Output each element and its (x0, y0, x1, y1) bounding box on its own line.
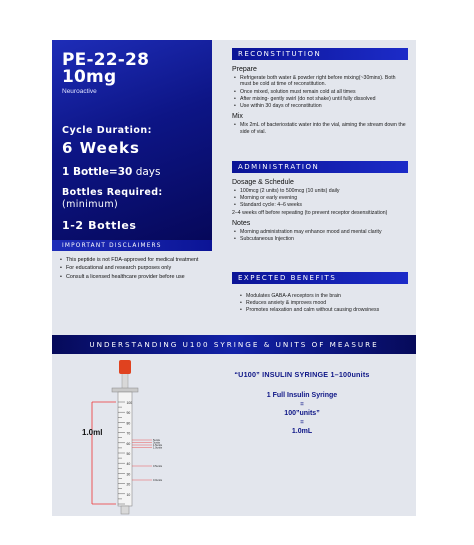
list-item: • This peptide is not FDA-approved for medical treatment (66, 256, 218, 264)
list-item: • Use within 30 days of reconstitution (240, 103, 408, 110)
scale-label: 20 (126, 482, 131, 487)
prepare-list (232, 75, 408, 111)
list-item: • After mixing- gently swirl (do not shake) until fully dissolved (240, 96, 408, 103)
callout-label: 1.0units (153, 446, 163, 450)
bottles-required-note: (minimum) (62, 198, 119, 210)
list-item: • Standard cycle: 4–6 weeks (240, 202, 408, 209)
syringe-flange (112, 388, 138, 392)
callout-label: 0.0units (153, 479, 163, 482)
bottles-range: 1-2 Bottles (62, 218, 137, 232)
scale-label: 10 (126, 492, 131, 497)
cycle-label: Cycle Duration: (62, 125, 152, 136)
unit-callouts (132, 438, 163, 482)
disclaimers-header: IMPORTANT DISCLAIMERS (52, 240, 212, 251)
callout-label: 3units (153, 441, 160, 445)
syringe-info (222, 370, 382, 435)
callout-label: 0.5units (153, 465, 163, 468)
off-cycle-note: 2–4 weeks off before repeating (to prevent receptor desensitization) (232, 210, 388, 217)
bottle-rate (62, 166, 204, 178)
benefits-list (232, 292, 408, 314)
scale-label: 90 (126, 411, 131, 416)
scale-label: 80 (126, 421, 131, 426)
dosage-label: Dosage & Schedule (232, 179, 294, 186)
cycle-value: 6 Weeks (62, 139, 140, 157)
reconstitution-section (232, 63, 408, 135)
equals-sign: = (300, 402, 304, 408)
list-item: • 100mcg (2 units) to 500mcg (10 units) daily (240, 188, 408, 195)
list-item: • Reduces anxiety & improves mood (246, 300, 408, 307)
syringe-hub (121, 506, 129, 514)
list-item: • Modulates GABA-A receptors in the brain (246, 293, 408, 300)
scale-label: 40 (126, 462, 131, 467)
mix-label: Mix (232, 113, 243, 121)
product-title: PE-22-28 10mg (62, 50, 150, 87)
hero-panel (52, 40, 212, 240)
administration-header: ADMINISTRATION (232, 161, 408, 173)
list-item: • Subcutaneous Injection (240, 236, 408, 243)
bottles-required (62, 187, 204, 211)
list-item: • For educational and research purposes only (66, 264, 218, 272)
benefits-header: EXPECTED BENEFITS (232, 272, 408, 284)
prepare-label: Prepare (232, 66, 257, 73)
scale-label: 50 (126, 452, 131, 456)
list-item: • Morning or early evening (240, 195, 408, 202)
syringe-banner: UNDERSTANDING U100 SYRINGE & UNITS OF MEASURE (52, 335, 416, 354)
list-item: • Refrigerate both water & powder right before mixing(~30mins). Both must be cold at time of reconstitution. (240, 75, 408, 89)
scale-label: 70 (126, 431, 131, 436)
notes-label: Notes (232, 219, 251, 227)
cycle-block (62, 125, 204, 157)
scale-label: 100 (126, 401, 133, 405)
bottle-rate-unit: days (132, 166, 161, 178)
list-item: • Consult a licensed healthcare provider before use (66, 273, 218, 281)
syringe-illustration (52, 358, 222, 516)
syringe-info-line4: 1.0mL (291, 428, 313, 435)
callout-label: 1.5units (153, 444, 163, 447)
list-item: • Promotes relaxation and calm without causing drowsiness (246, 307, 408, 314)
scale-label: 60 (126, 441, 131, 446)
list-item: • Once mixed, solution must remain cold at all times (240, 89, 408, 96)
syringe-info-title: “U100” INSULIN SYRINGE 1–100units (234, 370, 370, 379)
equals-sign: = (300, 420, 304, 426)
syringe-info-line3: 100”units” (284, 410, 320, 417)
dosage-list (232, 188, 408, 209)
callout-label: 5units (153, 439, 160, 442)
list-item: • Morning administration may enhance mood and mental clarity (240, 229, 408, 236)
bottle-rate-main: 1 Bottle=30 (62, 166, 133, 178)
syringe-info-line2: 1 Full Insulin Syringe (266, 392, 338, 399)
list-item: • Mix 2mL of bacteriostatic water into the vial, aiming the stream down the side of vial. (240, 122, 408, 136)
scale-label: 30 (126, 472, 131, 477)
notes-list (232, 229, 408, 243)
administration-section (232, 176, 408, 243)
syringe-cap (119, 360, 131, 374)
bottles-required-label: Bottles Required: (62, 187, 163, 198)
disclaimers-list (58, 255, 218, 281)
info-sheet (52, 40, 416, 516)
product-category: Neuroactive (62, 88, 97, 95)
reconstitution-header: RECONSTITUTION (232, 48, 408, 60)
syringe-volume-label: 1.0ml (82, 428, 103, 437)
mix-list (232, 122, 408, 136)
